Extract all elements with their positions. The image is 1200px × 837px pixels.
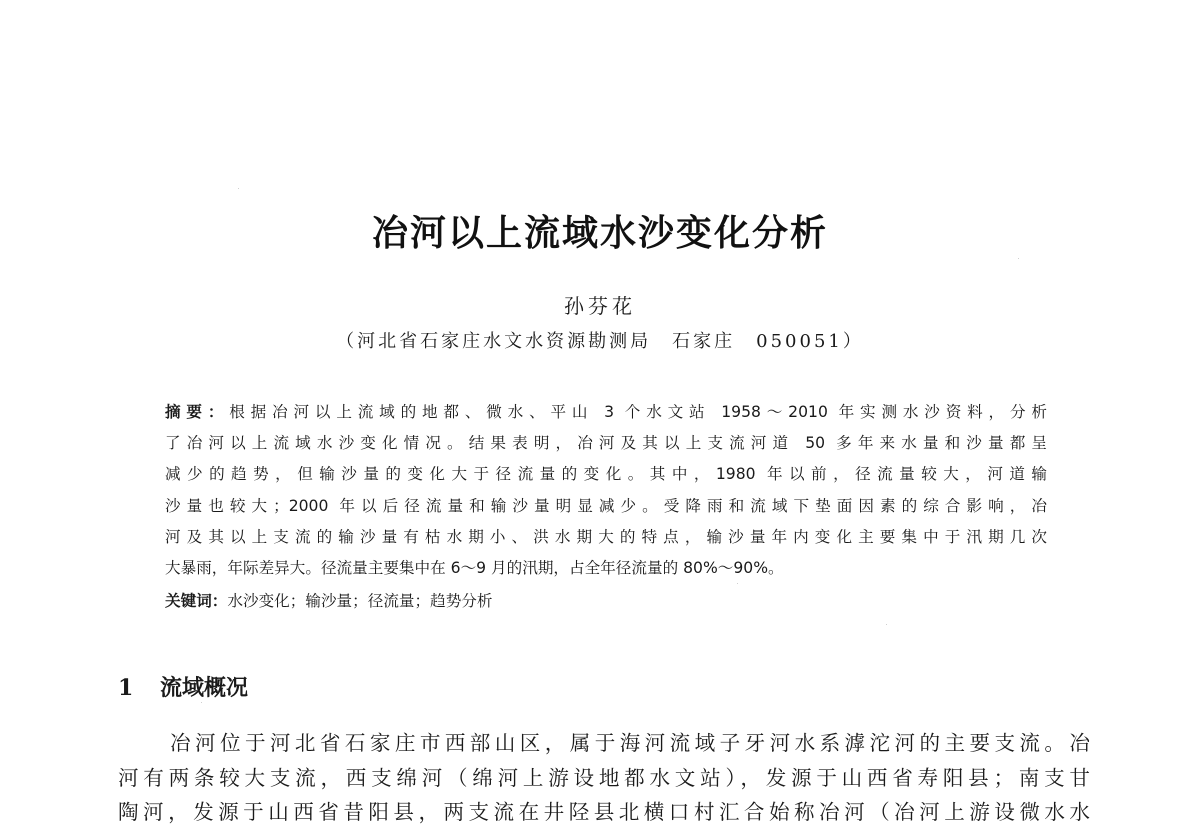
body-line: 陶河，发源于山西省昔阳县，两支流在井陉县北横口村汇合始称冶河（冶河上游设微水水 bbox=[118, 800, 1090, 824]
section-heading bbox=[118, 671, 248, 702]
scan-speck bbox=[238, 188, 239, 189]
section-body bbox=[118, 726, 1090, 830]
abstract-label: 摘要： bbox=[165, 403, 230, 421]
keywords-label: 关键词： bbox=[165, 592, 228, 610]
abstract-line: 减少的趋势，但输沙量的变化大于径流量的变化。其中，1980 年以前，径流量较大，河道输 bbox=[165, 465, 1047, 484]
abstract-text: 根据冶河以上流域的地都、微水、平山 3 个水文站 1958～2010 年实测水沙资料，分析 bbox=[229, 403, 1047, 421]
keywords-text: 水沙变化；输沙量；径流量；趋势分析 bbox=[227, 592, 493, 610]
author-name: 孙芬花 bbox=[564, 294, 636, 318]
author-affiliation: （河北省石家庄水文水资源勘测局 石家庄 050051） bbox=[336, 331, 864, 352]
abstract bbox=[165, 397, 1047, 584]
abstract-line: 大暴雨，年际差异大。径流量主要集中在 6～9 月的汛期，占全年径流量的 80%～90%。 bbox=[165, 559, 784, 578]
section-number: 1 bbox=[118, 675, 134, 701]
body-line: 河有两条较大支流，西支绵河（绵河上游设地都水文站），发源于山西省寿阳县；南支甘 bbox=[118, 765, 1090, 790]
scan-speck bbox=[886, 624, 887, 625]
scan-speck bbox=[201, 702, 202, 703]
abstract-line: 河及其以上支流的输沙量有枯水期小、洪水期大的特点，输沙量年内变化主要集中于汛期几次 bbox=[165, 527, 1047, 546]
body-line: 冶河位于河北省石家庄市西部山区，属于海河流域子牙河水系滹沱河的主要支流。冶 bbox=[170, 731, 1090, 755]
scan-speck bbox=[737, 583, 738, 584]
keywords bbox=[165, 586, 1047, 617]
scan-speck bbox=[1018, 258, 1019, 259]
abstract-line: 沙量也较大；2000 年以后径流量和输沙量明显减少。受降雨和流域下垫面因素的综合影响，冶 bbox=[165, 496, 1047, 515]
abstract-line bbox=[165, 397, 1047, 428]
abstract-line: 了冶河以上流域水沙变化情况。结果表明，冶河及其以上支流河道 50 多年来水量和沙量都呈 bbox=[165, 434, 1047, 453]
section-title: 流域概况 bbox=[160, 675, 249, 701]
paper-title: 冶河以上流域水沙变化分析 bbox=[371, 213, 828, 254]
